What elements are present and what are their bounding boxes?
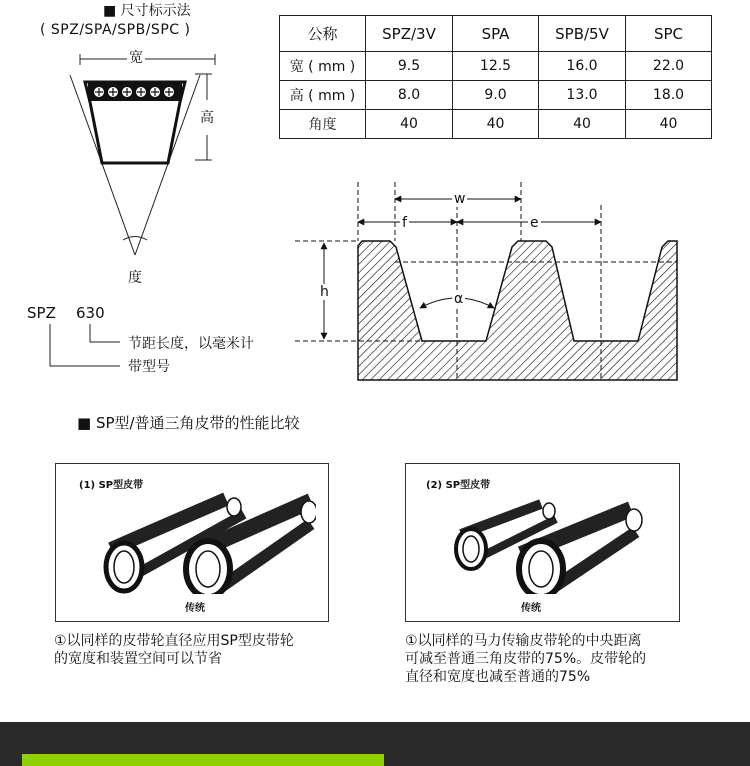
panel-caption: 传统 <box>521 603 541 614</box>
table-cell: 40 <box>539 110 626 139</box>
note-line: ①以同样的马力传输皮带轮的中央距离 <box>405 633 642 649</box>
sp-belt-panel-2 <box>405 463 680 622</box>
table-header-cell: SPB/5V <box>539 16 626 52</box>
alpha-label: α <box>454 291 464 307</box>
length-description: 节距长度，以毫米计 <box>128 336 254 352</box>
belt-comparison-illustration <box>446 484 671 594</box>
table-cell: 13.0 <box>539 81 626 110</box>
table-row <box>280 52 712 81</box>
legend-title: ■ 尺寸标示法 <box>103 3 191 19</box>
angle-label: 度 <box>128 270 142 286</box>
table-cell: 40 <box>626 110 712 139</box>
length-code: 630 <box>76 304 105 322</box>
table-header-cell: SPA <box>453 16 539 52</box>
table-row <box>280 81 712 110</box>
legend-subtitle: ( SPZ/SPA/SPB/SPC ) <box>40 22 191 38</box>
table-header-row <box>280 16 712 52</box>
model-code: SPZ <box>27 304 56 322</box>
table-cell: 高 ( mm ) <box>280 81 366 110</box>
code-leader-lines <box>40 322 130 372</box>
note-line: 可减至普通三角皮带的75%。皮带轮的 <box>405 651 647 667</box>
type-description: 带型号 <box>128 359 170 375</box>
panel-2-note <box>405 632 646 686</box>
table-cell: 16.0 <box>539 52 626 81</box>
sp-belt-panel-1 <box>55 463 329 622</box>
note-line: 直径和宽度也减至普通的75% <box>405 669 591 685</box>
panel-label: (2) SP型皮带 <box>426 480 491 491</box>
table-cell: 22.0 <box>626 52 712 81</box>
table-cell: 宽 ( mm ) <box>280 52 366 81</box>
e-label: e <box>530 215 539 231</box>
panel-label: (1) SP型皮带 <box>79 480 144 491</box>
panel-caption: 传统 <box>185 603 205 614</box>
w-label: w <box>454 191 466 207</box>
note-line: 的宽度和装置空间可以节省 <box>54 651 222 667</box>
pulley-groove-diagram <box>290 180 690 385</box>
width-label: 宽 <box>129 50 143 66</box>
v-belt-cross-section-diagram <box>60 40 235 290</box>
note-line: ①以同样的皮带轮直径应用SP型皮带轮 <box>54 633 294 649</box>
table-cell: 12.5 <box>453 52 539 81</box>
table-cell: 9.5 <box>366 52 453 81</box>
table-cell: 8.0 <box>366 81 453 110</box>
table-header-cell: 公称 <box>280 16 366 52</box>
belt-comparison-illustration <box>96 479 316 594</box>
height-label: 高 <box>200 110 214 126</box>
table-header-cell: SPC <box>626 16 712 52</box>
table-cell: 角度 <box>280 110 366 139</box>
bottom-accent-bar <box>22 754 384 766</box>
table-row <box>280 110 712 139</box>
section-title: ■ SP型/普通三角皮带的性能比较 <box>77 414 300 432</box>
table-cell: 40 <box>366 110 453 139</box>
h-label: h <box>320 284 329 300</box>
f-label: f <box>402 215 407 231</box>
table-header-cell: SPZ/3V <box>366 16 453 52</box>
table-cell: 40 <box>453 110 539 139</box>
table-cell: 9.0 <box>453 81 539 110</box>
spec-table <box>279 15 712 139</box>
table-cell: 18.0 <box>626 81 712 110</box>
panel-1-note <box>54 632 294 668</box>
